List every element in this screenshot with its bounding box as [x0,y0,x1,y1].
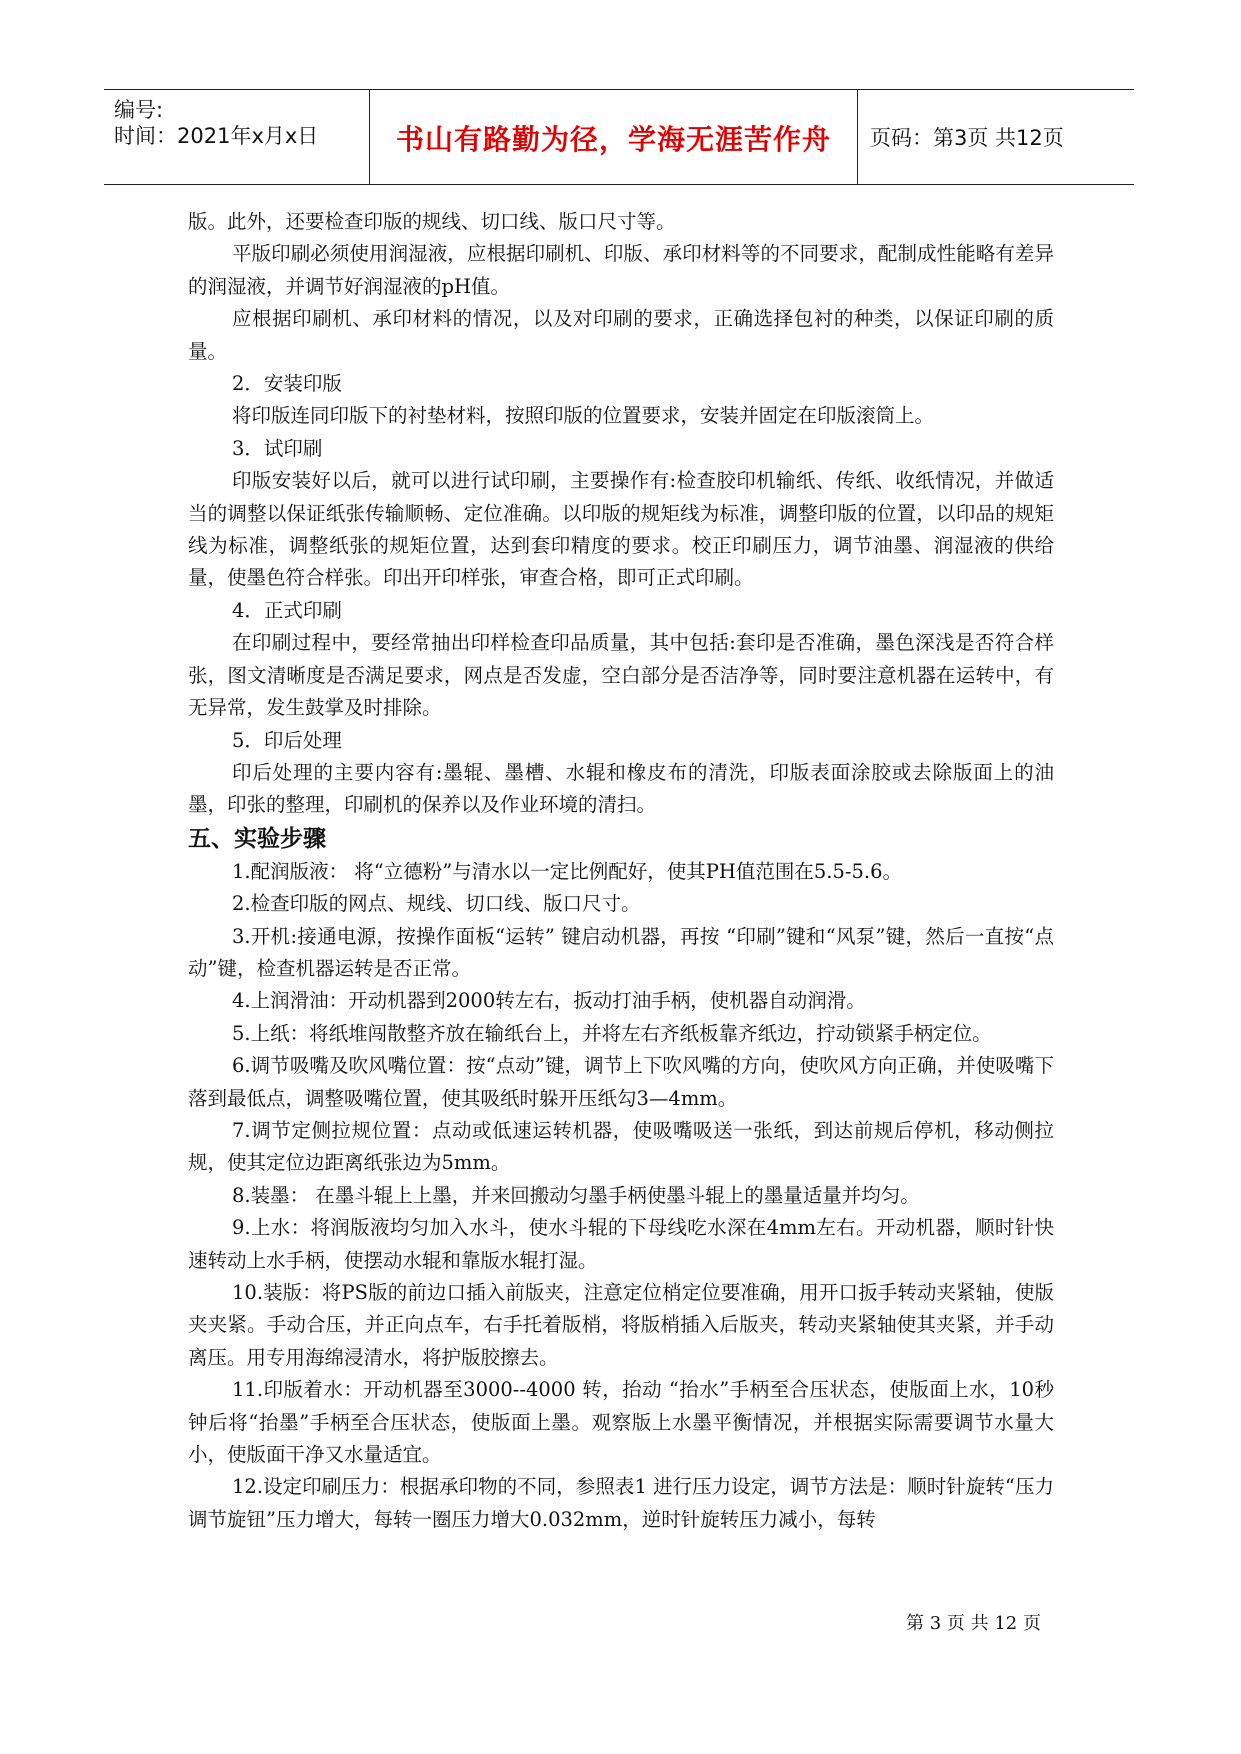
document-time-label: 时间：2021年x月x日 [114,124,319,148]
header-motto-cell [369,90,858,184]
header-left-cell [104,90,369,184]
body-paragraph: 印版安装好以后，就可以进行试印刷，主要操作有:检查胶印机输纸、传纸、收纸情况，并做适当的调整以保证纸张传输顺畅、定位准确。以印版的规矩线为标准，调整印版的位置，以印品的规矩线为标准，调整纸张的规矩位置，达到套印精度的要求。校正印刷压力，调节油墨、润湿液的供给量，使墨色符合样张。印出开印样张，审查合格，即可正式印刷。 [188,469,1054,590]
body-paragraph: 5.上纸：将纸堆闯散整齐放在输纸台上，并将左右齐纸板靠齐纸边，拧动锁紧手柄定位。 [232,1021,992,1045]
body-paragraph: 2.检查印版的网点、规线、切口线、版口尺寸。 [232,892,641,916]
body-paragraph: 2．安装印版 [232,372,342,396]
body-paragraph: 11.印版着水：开动机器至3000--4000 转，抬动 “抬水”手柄至合压状态，使版面上水，10秒钟后将“抬墨”手柄至合压状态，使版面上墨。观察版上水墨平衡情况，并根据实际需要调节水量大小，使版面干净又水量适宜。 [188,1378,1054,1467]
body-paragraph: 4．正式印刷 [232,598,342,622]
document-body [188,206,1054,1536]
body-paragraph: 5．印后处理 [232,728,342,752]
body-paragraph: 7.调节定侧拉规位置：点动或低速运转机器，使吸嘴吸送一张纸，到达前规后停机，移动侧拉规，使其定位边距离纸张边为5mm。 [188,1118,1054,1175]
body-paragraph: 版。此外，还要检查印版的规线、切口线、版口尺寸等。 [188,210,676,233]
body-paragraph: 平版印刷必须使用润湿液，应根据印刷机、印版、承印材料等的不同要求，配制成性能略有差异的润湿液，并调节好润湿液的pH值。 [188,242,1054,298]
body-paragraph: 应根据印刷机、承印材料的情况，以及对印刷的要求，正确选择包衬的种类，以保证印刷的质量。 [188,307,1054,363]
body-paragraph: 印后处理的主要内容有:墨辊、墨槽、水辊和橡皮布的清洗，印版表面涂胶或去除版面上的油墨，印张的整理，印刷机的保养以及作业环境的清扫。 [188,760,1054,817]
page-footer: 第 3 页 共 12 页 [906,1613,1041,1634]
body-paragraph: 10.装版：将PS版的前边口插入前版夹，注意定位梢定位要准确，用开口扳手转动夹紧轴，使版夹夹紧。手动合压，并正向点车，右手托着版梢，将版梢插入后版夹，转动夹紧轴使其夹紧，并手动离压。用专用海绵浸清水，将护版胶擦去。 [188,1281,1054,1369]
body-paragraph: 1.配润版液： 将“立德粉”与清水以一定比例配好，使其PH值范围在5.5-5.6。 [232,859,902,883]
document-number-label: 编号: [114,98,164,122]
body-paragraph: 将印版连同印版下的衬垫材料，按照印版的位置要求，安装并固定在印版滚筒上。 [232,404,935,428]
body-paragraph: 3．试印刷 [232,436,323,460]
body-paragraph: 6.调节吸嘴及吹风嘴位置：按“点动”键，调节上下吹风嘴的方向，使吹风方向正确，并使吸嘴下落到最低点，调整吸嘴位置，使其吸纸时躲开压纸勾3—4mm。 [188,1054,1054,1110]
section-heading: 五、实验步骤 [188,825,326,852]
body-paragraph: 3.开机:接通电源，按操作面板“运转” 键启动机器，再按 “印刷”键和“风泵”键，然后一直按“点动”键，检查机器运转是否正常。 [188,924,1054,980]
page-header [104,89,1134,185]
body-paragraph: 在印刷过程中，要经常抽出印样检查印品质量，其中包括:套印是否准确，墨色深浅是否符合样张，图文清晰度是否满足要求，网点是否发虚，空白部分是否洁净等，同时要注意机器在运转中，有无异常，发生鼓掌及时排除。 [188,631,1054,720]
header-right-cell [858,90,1134,184]
body-paragraph: 8.装墨： 在墨斗辊上上墨，并来回搬动匀墨手柄使墨斗辊上的墨量适量并均匀。 [232,1183,920,1207]
body-paragraph: 4.上润滑油：开动机器到2000转左右，扳动打油手柄，使机器自动润滑。 [232,989,866,1013]
body-paragraph: 9.上水：将润版液均匀加入水斗，使水斗辊的下母线吃水深在4mm左右。开动机器，顺时针快速转动上水手柄，使摆动水辊和靠版水辊打湿。 [188,1216,1054,1272]
body-paragraph: 12.设定印刷压力：根据承印物的不同，参照表1 进行压力设定，调节方法是：顺时针旋转“压力调节旋钮”压力增大，每转一圈压力增大0.032mm，逆时针旋转压力减小，每转 [188,1475,1054,1531]
header-motto: 书山有路勤为径，学海无涯苦作舟 [395,123,831,156]
header-page-info: 页码：第3页 共12页 [870,126,1064,150]
